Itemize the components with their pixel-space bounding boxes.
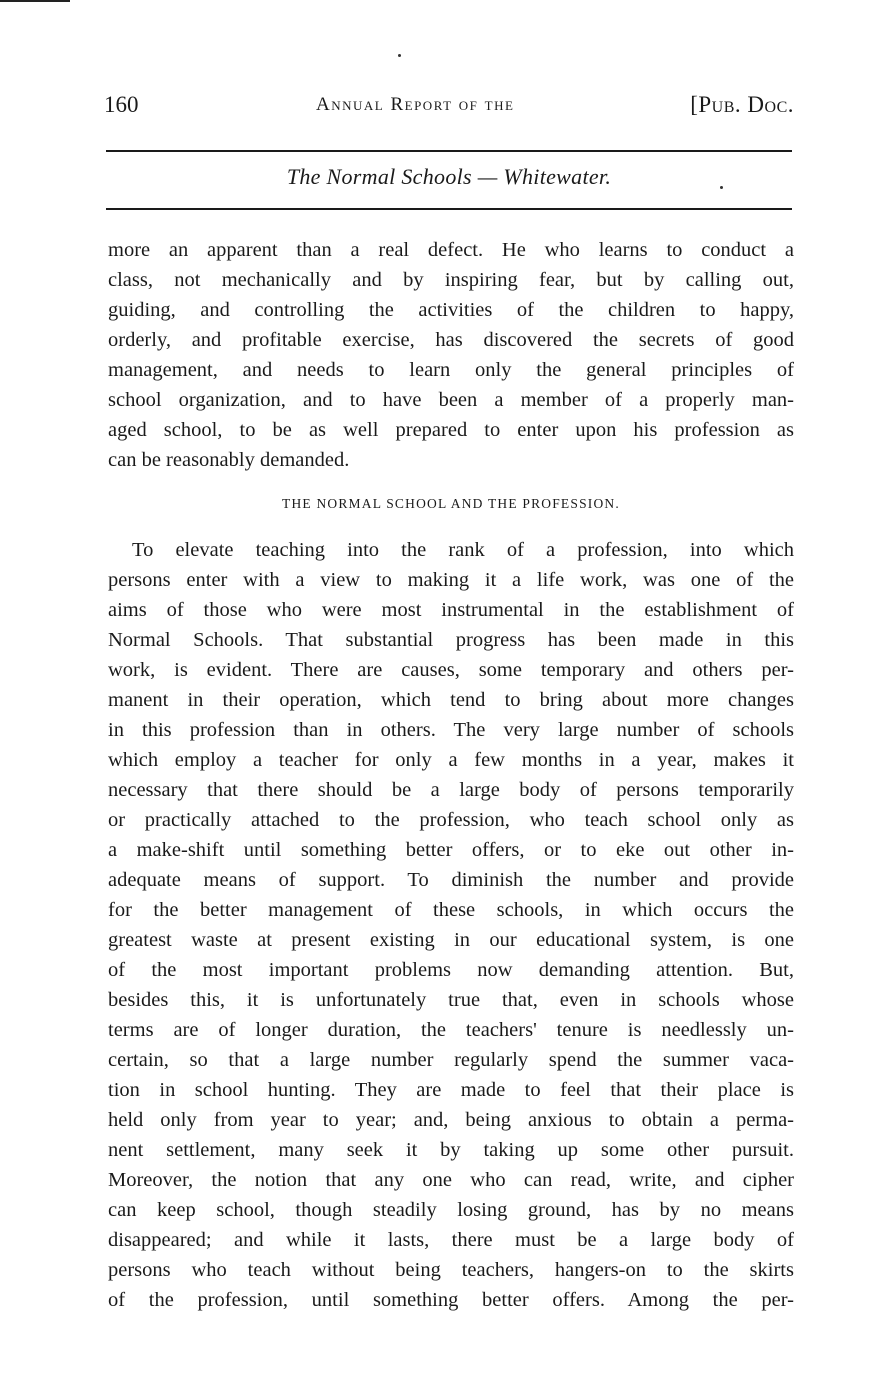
text-line: necessary that there should be a large body of persons temporarily bbox=[108, 779, 794, 801]
text-line: aged school, to be as well prepared to enter upon his profession as bbox=[108, 419, 794, 441]
edge-mark bbox=[0, 0, 70, 2]
text-line: work, is evident. There are causes, some temporary and others per- bbox=[108, 659, 794, 681]
text-line: Normal Schools. That substantial progress has been made in this bbox=[108, 629, 794, 651]
text-line: adequate means of support. To diminish the number and provide bbox=[108, 869, 794, 891]
running-head bbox=[104, 92, 794, 126]
subheading: THE NORMAL SCHOOL AND THE PROFESSION. bbox=[282, 496, 620, 511]
section-header: The Normal Schools — Whitewater. bbox=[286, 164, 612, 189]
text-line: class, not mechanically and by inspiring fear, but by calling out, bbox=[108, 269, 794, 291]
text-line: manent in their operation, which tend to bring about more changes bbox=[108, 689, 794, 711]
header-rule-bottom bbox=[106, 208, 792, 210]
text-line: management, and needs to learn only the general principles of bbox=[108, 359, 794, 381]
page-number: 160 bbox=[104, 92, 139, 117]
text-line: disappeared; and while it lasts, there must be a large body of bbox=[108, 1229, 794, 1251]
header-rule-top bbox=[106, 150, 792, 152]
text-line: in this profession than in others. The very large number of schools bbox=[108, 719, 794, 741]
text-line: guiding, and controlling the activities of the children to happy, bbox=[108, 299, 794, 321]
text-line: persons enter with a view to making it a life work, was one of the bbox=[108, 569, 794, 591]
text-line: orderly, and profitable exercise, has discovered the secrets of good bbox=[108, 329, 794, 351]
text-line: Moreover, the notion that any one who can read, write, and cipher bbox=[108, 1169, 794, 1191]
text-line: which employ a teacher for only a few months in a year, makes it bbox=[108, 749, 794, 771]
text-line: can keep school, though steadily losing ground, has by no means bbox=[108, 1199, 794, 1221]
text-line: of the most important problems now demanding attention. But, bbox=[108, 959, 794, 981]
text-line: nent settlement, many seek it by taking up some other pursuit. bbox=[108, 1139, 794, 1161]
text-line: certain, so that a large number regularly spend the summer vaca- bbox=[108, 1049, 794, 1071]
text-line: can be reasonably demanded. bbox=[108, 449, 350, 471]
ink-speck bbox=[398, 54, 401, 57]
text-line: tion in school hunting. They are made to feel that their place is bbox=[108, 1079, 794, 1101]
report-title: Annual Report of the bbox=[316, 94, 515, 115]
text-line: for the better management of these schools, in which occurs the bbox=[108, 899, 794, 921]
text-line: besides this, it is unfortunately true that, even in schools whose bbox=[108, 989, 794, 1011]
text-line: or practically attached to the profession, who teach school only as bbox=[108, 809, 794, 831]
text-line: of the profession, until something better offers. Among the per- bbox=[108, 1289, 794, 1311]
text-line: held only from year to year; and, being anxious to obtain a perma- bbox=[108, 1109, 794, 1131]
text-line: aims of those who were most instrumental in the establishment of bbox=[108, 599, 794, 621]
text-line: terms are of longer duration, the teachers' tenure is needlessly un- bbox=[108, 1019, 794, 1041]
text-line: a make-shift until something better offers, or to eke out other in- bbox=[108, 839, 794, 861]
text-line: school organization, and to have been a member of a properly man- bbox=[108, 389, 794, 411]
text-line: To elevate teaching into the rank of a profession, into which bbox=[132, 539, 794, 561]
doc-label: [Pub. Doc. bbox=[690, 92, 794, 117]
text-line: persons who teach without being teachers, hangers-on to the skirts bbox=[108, 1259, 794, 1281]
text-line: greatest waste at present existing in our educational system, is one bbox=[108, 929, 794, 951]
text-line: more an apparent than a real defect. He who learns to conduct a bbox=[108, 239, 794, 261]
